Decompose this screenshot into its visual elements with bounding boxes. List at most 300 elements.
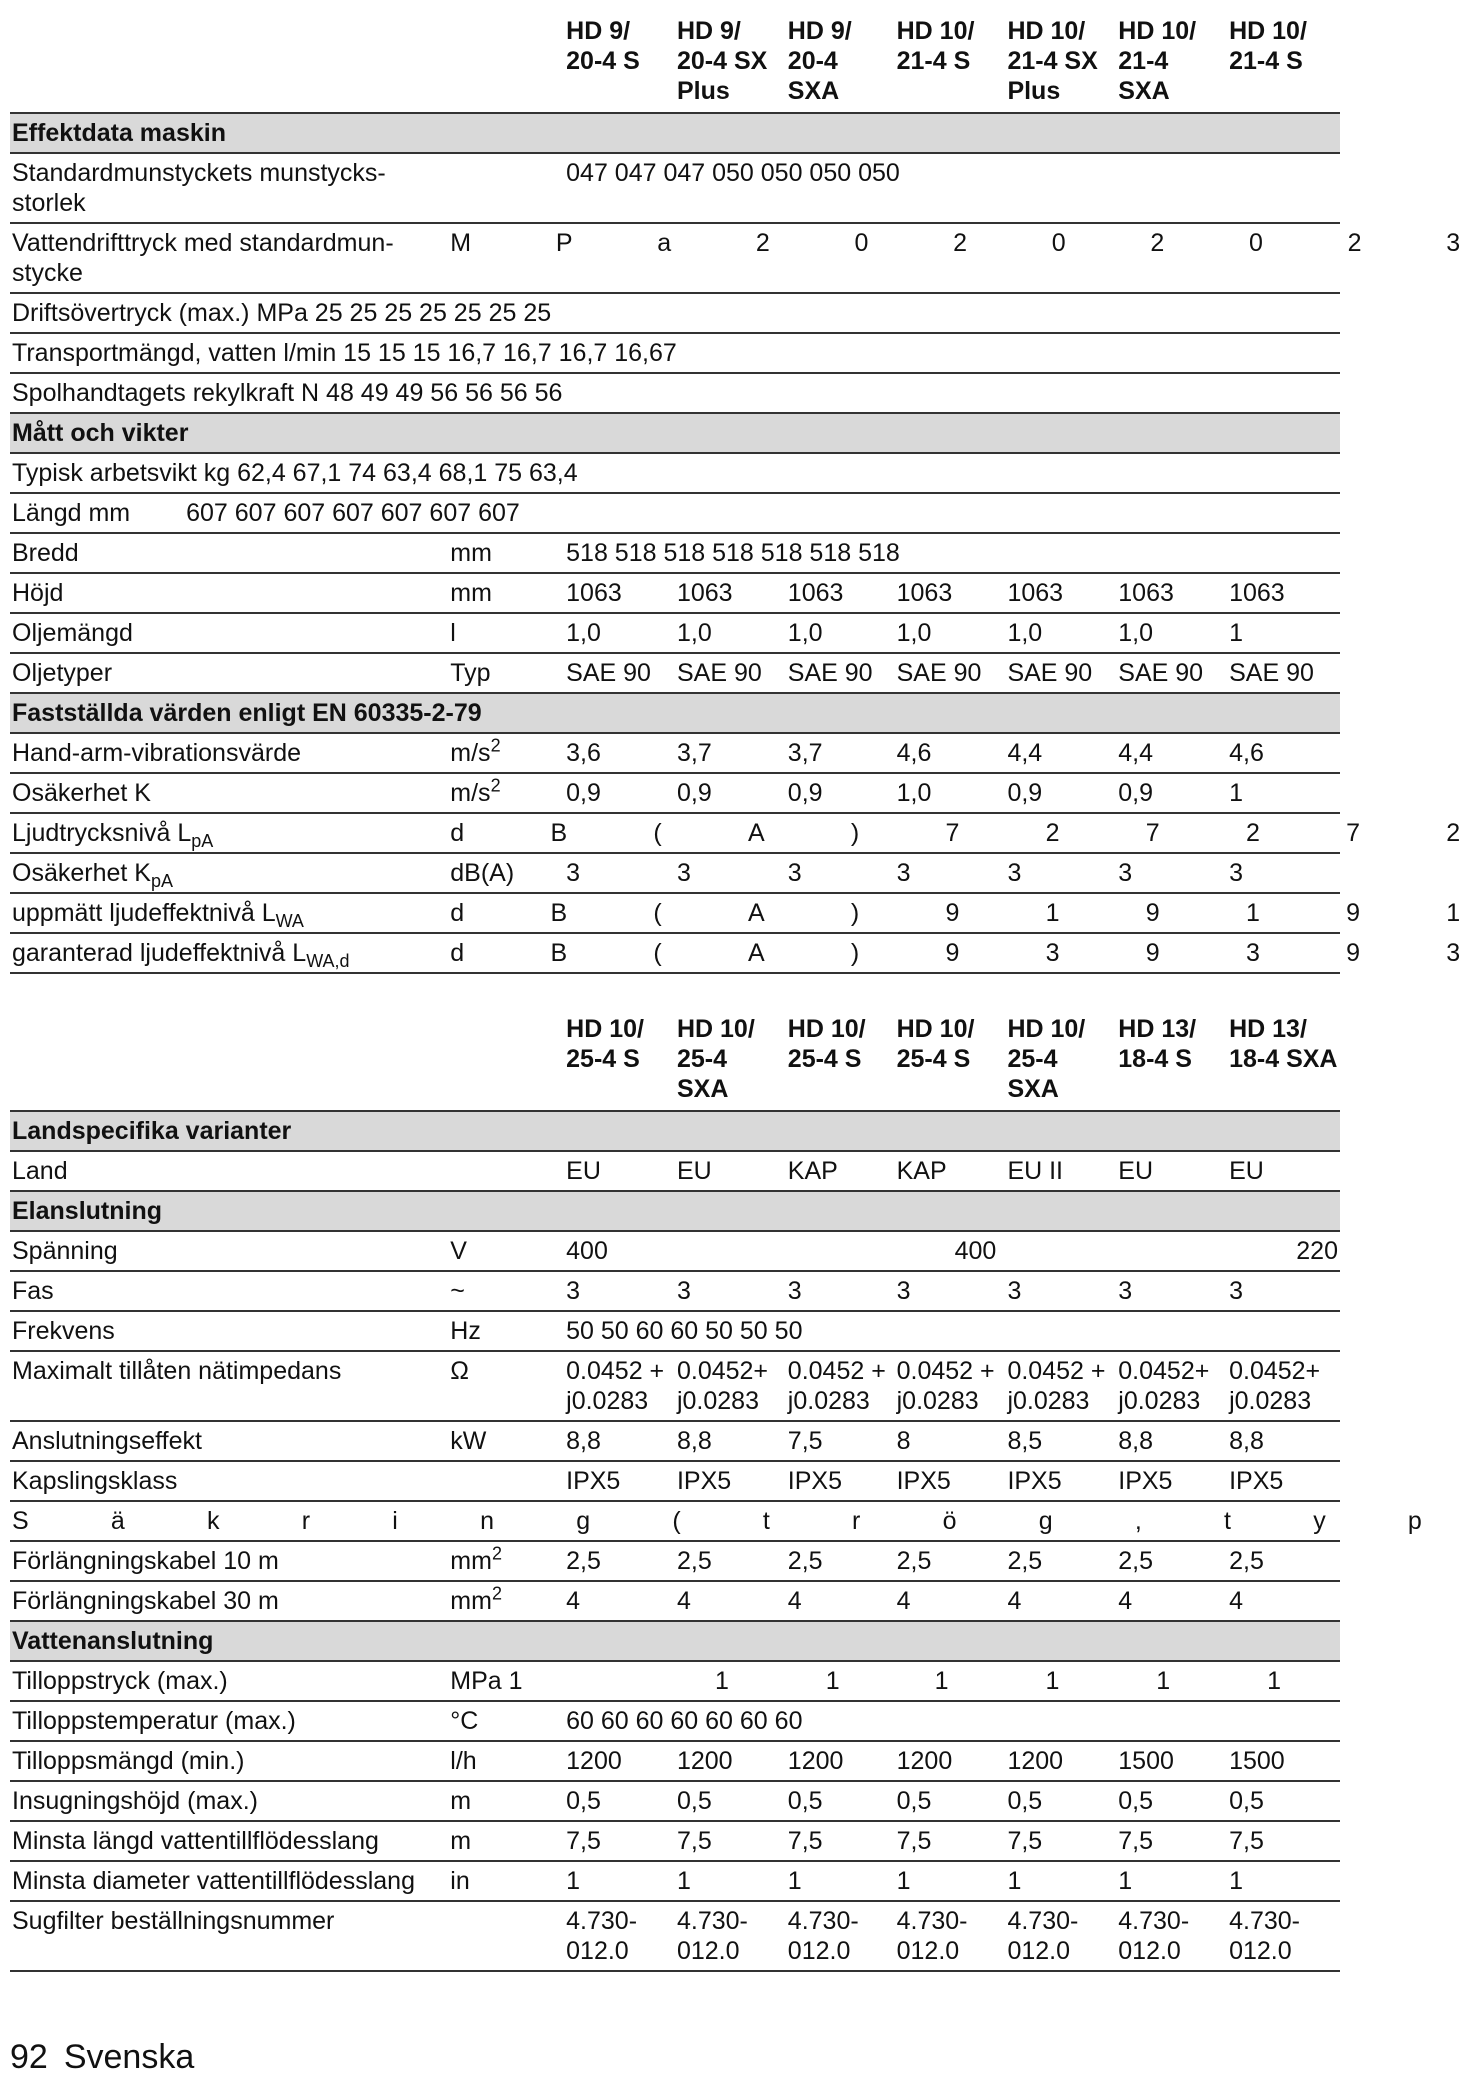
table-cell: 1,0 [566,619,601,647]
table-row [10,1311,1340,1351]
row-unit [448,1151,564,1191]
table-cell: 0.0452+ j0.0283 [1229,1357,1321,1415]
unit-text: dB(A) [450,859,515,887]
section-title: Elanslutning [10,1191,1340,1231]
row-label [10,1421,448,1461]
table-row [10,813,1340,853]
section-header [10,693,1340,733]
row-label-text: Vattendrifttryck med standardmun-stycke [12,229,394,287]
row-unit [448,1781,564,1821]
row-label-text: Frekvens [12,1317,115,1345]
table-cell: EU [1229,1157,1264,1185]
row-label-text: Insugningshöjd (max.) [12,1787,258,1815]
row-values-merged: 60 60 60 60 60 60 60 [566,1707,803,1735]
spread-char: i [392,1507,398,1535]
table-row [10,533,1340,573]
table-cell: 1,0 [787,619,823,647]
spread-char: g [576,1507,591,1535]
spread-char: M [450,229,472,257]
unit-text: l/h [450,1747,477,1775]
table-cell: SAE 90 [566,659,651,687]
row-unit [448,1821,564,1861]
spread-char: ) [850,939,860,967]
spread-char: A [747,899,765,927]
row-values-merged: 518 518 518 518 518 518 518 [566,539,900,567]
unit-text: mm [450,539,492,567]
table-row [10,1271,1340,1311]
spread-char: B [550,899,568,927]
table-cell: 1,0 [676,619,712,647]
table-cell: 1 [1229,1867,1243,1895]
row-label [10,1151,448,1191]
table-cell: 4 [896,1587,911,1615]
row-label-text: Sugfilter beställningsnummer [12,1907,335,1935]
model-header: HD 10/ 25-4 S [895,1010,1006,1111]
table-row [10,1421,1340,1461]
table-cell: 4,6 [1229,739,1264,767]
row-label: Transportmängd, vatten l/min 15 15 15 16,7 16,7 16,7 16,67 [12,339,677,367]
table-row [10,1541,1340,1581]
table-cell: 2,5 [1229,1547,1264,1575]
spread-char: n [480,1507,494,1535]
row-label [10,1461,448,1501]
table-cell: 3 [566,1277,581,1305]
table-cell: 1,0 [896,619,932,647]
table-cell: 4,4 [1007,739,1043,767]
label-subscript: WA [275,911,304,931]
table-cell: 3 [676,1277,691,1305]
table-row [10,333,1340,373]
spread-char: 1 [1245,899,1260,927]
row-label: Driftsövertryck (max.) MPa 25 25 25 25 25 25 25 [12,299,552,327]
row-label-text: Maximalt tillåten nätimpedans [12,1357,342,1385]
spread-char: 0 [1051,229,1066,257]
spread-char: 9 [1145,939,1160,967]
row-unit [448,853,564,893]
model-header: HD 9/ 20-4 SXA [786,12,895,113]
table-cell: 1 [714,1667,729,1695]
table-cell: 0.0452 + j0.0283 [896,1357,995,1415]
table-cell: SAE 90 [1007,659,1093,687]
section-header [10,1111,1340,1151]
section-title: Landspecifika varianter [10,1111,1340,1151]
table-cell: 1200 [1007,1747,1064,1775]
spread-char: 3 [1045,939,1060,967]
table-row [10,573,1340,613]
label-subscript: pA [191,831,214,851]
spread-char: g [1038,1507,1053,1535]
model-header: HD 10/ 25-4 SXA [675,1010,786,1111]
spread-char: a [657,229,672,257]
table-cell: 3,7 [676,739,712,767]
spread-char: ( [672,1507,681,1535]
table-cell: 1 [1229,779,1243,807]
row-label [10,1541,448,1581]
row-spread [448,933,1460,973]
table-cell: 1063 [787,579,844,607]
row-label [10,1741,448,1781]
table-cell: 4 [787,1587,802,1615]
table-cell: 1,0 [896,779,932,807]
row-unit [448,1741,564,1781]
table-row [10,1231,1340,1271]
row-label [10,1271,448,1311]
row-label-text: Anslutningseffekt [12,1427,202,1455]
section-title: Vattenanslutning [10,1621,1340,1661]
row-label [10,573,448,613]
row-label [10,1701,448,1741]
table-cell: 3 [896,1277,911,1305]
table-row [10,1781,1340,1821]
table-cell: 8,8 [676,1427,712,1455]
table-cell: 1063 [1118,579,1174,607]
footer-language: Svenska [63,2038,195,2076]
spread-char: r [852,1507,861,1535]
table-cell: 0,9 [1007,779,1043,807]
spread-char: ä [110,1507,125,1535]
spread-char: B [550,939,568,967]
table-cell: 3 [787,859,802,887]
row-label [10,1661,448,1701]
table-cell: 2,5 [896,1547,932,1575]
unit-text: mm [450,579,492,607]
row-label-text: Oljemängd [12,619,133,647]
table-cell: 1,0 [1007,619,1043,647]
spread-char: 0 [1248,229,1263,257]
table-cell: IPX5 [1229,1467,1284,1495]
table-cell: IPX5 [787,1467,842,1495]
unit-text: °C [450,1707,479,1735]
table-cell: 4.730-012.0 [676,1907,748,1965]
table-cell: 0.0452 + j0.0283 [787,1357,886,1415]
section-header [10,1191,1340,1231]
spread-char: A [747,819,765,847]
table-cell: SAE 90 [896,659,982,687]
unit-superscript: 2 [491,1543,502,1564]
table-cell: 0,5 [1229,1787,1264,1815]
table-cell: 3,7 [787,739,823,767]
table-cell: 1 [1229,619,1243,647]
table-cell: 1 [1045,1667,1060,1695]
row-values-merged: 047 047 047 050 050 050 050 [566,159,900,187]
row-label [10,933,448,973]
row-label [10,733,448,773]
row-label [10,653,448,693]
row-label-text: Förlängningskabel 10 m [12,1547,279,1575]
unit-text: Ω [450,1357,469,1385]
row-label-text: Standardmunstyckets munstycks-storlek [12,159,386,217]
spread-char: 3 [1245,939,1260,967]
row-unit [448,1311,564,1351]
table-cell: KAP [787,1157,838,1185]
table-cell: 3 [1007,1277,1022,1305]
spread-char: 9 [945,939,960,967]
row-label-text: Förlängningskabel 30 m [12,1587,279,1615]
spread-char: 3 [1446,229,1460,257]
table-row [10,1461,1340,1501]
row-label-text: Kapslingsklass [12,1467,178,1495]
row-unit [448,733,564,773]
table-row [10,1581,1340,1621]
row-label-text: Minsta längd vattentillflödesslang [12,1827,379,1855]
table-row [10,1901,1340,1971]
row-unit [448,153,564,223]
row-unit [448,533,564,573]
row-label-text: Fas [12,1277,54,1305]
table-cell: 1 [1267,1667,1281,1695]
model-header: HD 9/ 20-4 S [564,12,675,113]
spread-char: ( [653,899,662,927]
spread-char: 2 [1347,229,1362,257]
row-label-text: Tilloppstryck (max.) [12,1667,228,1695]
spread-char: 9 [1346,939,1360,967]
table-cell: 4,4 [1118,739,1154,767]
table-cell: 0,5 [896,1787,932,1815]
spec-table-2 [10,1010,1422,1972]
spread-container [450,938,1460,968]
table-cell: 1200 [787,1747,844,1775]
table-cell: 4.730-012.0 [787,1907,859,1965]
table-row [10,853,1340,893]
row-label [10,853,448,893]
table-cell: 3 [1118,859,1133,887]
table-cell: 0,9 [566,779,601,807]
table-cell: 0,5 [1007,1787,1043,1815]
table-row [10,1741,1340,1781]
section-title: Effektdata maskin [10,113,1340,153]
model-header-row [10,1010,1340,1111]
row-label [10,1311,448,1351]
row-label [10,773,448,813]
table-row [10,1861,1340,1901]
spread-char: r [301,1507,311,1535]
unit-text: Hz [450,1317,481,1345]
row-unit [448,773,564,813]
table-cell: 2,5 [1007,1547,1043,1575]
spread-char: k [207,1507,220,1535]
row-label [10,533,448,573]
spread-char: 7 [1346,819,1360,847]
table-cell: 1 [825,1667,840,1695]
table-cell: 4 [1229,1587,1243,1615]
table-cell: 0,9 [1118,779,1154,807]
spread-char: 3 [1446,939,1460,967]
row-label: Spolhandtagets rekylkraft N 48 49 49 56 56 56 56 [12,379,563,407]
table-cell: 0.0452+ j0.0283 [1118,1357,1210,1415]
row-label-text: Hand-arm-vibrationsvärde [12,739,302,767]
row-label-text: Bredd [12,539,79,567]
table-cell: 2,5 [787,1547,823,1575]
table-cell: SAE 90 [1118,659,1204,687]
unit-text: MPa 1 [450,1667,523,1695]
row-label-text: Höjd [12,579,64,607]
spread-char: 9 [945,899,960,927]
table-cell: 4 [676,1587,691,1615]
voltage-value: 220 [1296,1237,1338,1265]
table-cell: 4.730-012.0 [1229,1907,1300,1965]
row-spread [448,813,1460,853]
spread-container [12,1506,1422,1536]
unit-superscript: 2 [490,735,501,756]
spread-char: ) [850,899,860,927]
table-cell: IPX5 [1007,1467,1062,1495]
model-header: HD 10/ 21-4 SXA [1116,12,1227,113]
row-label [10,1351,448,1421]
spread-char: 1 [1045,899,1060,927]
table-cell: 2,5 [676,1547,712,1575]
row-label [10,893,448,933]
table-cell: 1500 [1229,1747,1285,1775]
table-cell: 1200 [896,1747,953,1775]
unit-text: mm [450,1587,492,1615]
row-label [10,1781,448,1821]
row-label [10,493,1340,533]
table-cell: 4.730-012.0 [566,1907,638,1965]
label-subscript: WA,d [306,951,350,971]
spread-char: ö [942,1507,957,1535]
model-header: HD 10/ 21-4 SX Plus [1005,12,1116,113]
table-cell: IPX5 [1118,1467,1173,1495]
spread-char: 1 [1446,899,1460,927]
row-label [10,1861,448,1901]
table-cell: 1063 [566,579,622,607]
page-number: 92 [10,2038,48,2076]
model-header: HD 13/ 18-4 S [1116,1010,1227,1111]
table-cell: 8 [896,1427,911,1455]
table-cell: 1063 [676,579,733,607]
unit-text: m [450,1827,472,1855]
row-label-text: Oljetyper [12,659,113,687]
spread-container [450,228,1460,258]
table-cell: 8,5 [1007,1427,1043,1455]
spread-char: ( [653,819,662,847]
row-unit [448,653,564,693]
unit-text: l [450,619,456,647]
table-row [10,493,1340,533]
model-header: HD 10/ 21-4 S [895,12,1006,113]
table-cell: EU [1118,1157,1153,1185]
table-cell: EU [676,1157,712,1185]
row-label [10,1821,448,1861]
unit-text: in [450,1867,470,1895]
table-cell: 1 [1156,1667,1171,1695]
table-cell: 7,5 [566,1827,601,1855]
table-cell: SAE 90 [787,659,873,687]
table-cell: 7,5 [1118,1827,1154,1855]
spread-char: ( [653,939,662,967]
spread-char: 2 [1150,229,1165,257]
table-cell: IPX5 [896,1467,951,1495]
row-label [10,813,448,853]
table-cell: 4 [1007,1587,1022,1615]
table-row [10,613,1340,653]
header-empty [10,12,448,113]
row-label [10,1231,448,1271]
table-cell: 8,8 [1118,1427,1154,1455]
row-unit [448,1541,564,1581]
section-header [10,113,1340,153]
row-label [10,613,448,653]
row-unit [448,1901,564,1971]
table-cell: 3 [566,859,581,887]
table-cell: 4 [566,1587,581,1615]
section-header [10,413,1340,453]
table-cell: 7,5 [896,1827,932,1855]
table-row [10,373,1340,413]
spread-char: B [550,819,568,847]
row-label-text: Tilloppstemperatur (max.) [12,1707,296,1735]
table-cell: 7,5 [1007,1827,1043,1855]
spread-char: A [747,939,765,967]
row-unit [448,1581,564,1621]
table-row [10,453,1340,493]
table-cell: 1 [1118,1867,1133,1895]
table-cell: 1,0 [1118,619,1154,647]
spread-char: , [1134,1507,1142,1535]
row-unit [448,1461,564,1501]
spread-char: P [555,229,573,257]
row-unit [448,1421,564,1461]
spread-char: 2 [1245,819,1260,847]
table-row [10,1501,1340,1541]
row-values-merged: 50 50 60 60 50 50 50 [566,1317,803,1345]
voltage-value: 400 [566,1237,608,1265]
unit-text: mm [450,1547,492,1575]
table-cell: 0,5 [566,1787,601,1815]
table-row [10,733,1340,773]
spread-container [450,898,1460,928]
table-cell: 1 [566,1867,581,1895]
spread-container [450,818,1460,848]
section-header [10,1621,1340,1661]
table-cell: 0,9 [676,779,712,807]
row-unit [448,1231,564,1271]
table-row [10,1821,1340,1861]
unit-superscript: 2 [490,775,501,796]
table-cell: 3 [896,859,911,887]
table-cell: 0,5 [787,1787,823,1815]
table-cell: 1 [787,1867,802,1895]
unit-text: ~ [450,1277,465,1305]
model-header: HD 10/ 25-4 S [786,1010,895,1111]
row-label-text: Minsta diameter vattentillflödesslang [12,1867,415,1895]
row-label-text: Spänning [12,1237,118,1265]
table-cell: 1063 [896,579,953,607]
spread-char: y [1313,1507,1326,1535]
row-label-text: uppmätt ljudeffektnivå L [12,899,276,927]
table-cell: 1 [896,1867,911,1895]
table-cell: 1 [934,1667,949,1695]
section-title: Mått och vikter [10,413,1340,453]
spread-char: 2 [755,229,770,257]
table-cell: 0.0452+ j0.0283 [676,1357,769,1415]
row-label [10,1901,448,1971]
row-label [10,1581,448,1621]
row-label-text: Osäkerhet K [12,859,151,887]
table-cell: 1500 [1118,1747,1174,1775]
table-cell: 1200 [676,1747,733,1775]
unit-text: m [450,1787,472,1815]
unit-text: Typ [450,659,491,687]
row-unit [448,1861,564,1901]
spread-char: t [762,1507,770,1535]
table-row [10,293,1340,333]
row-spread-full [10,1501,1422,1541]
table-cell: IPX5 [676,1467,732,1495]
model-header-row [10,12,1340,113]
table-cell: 2,5 [566,1547,601,1575]
spread-char: d [450,939,465,967]
